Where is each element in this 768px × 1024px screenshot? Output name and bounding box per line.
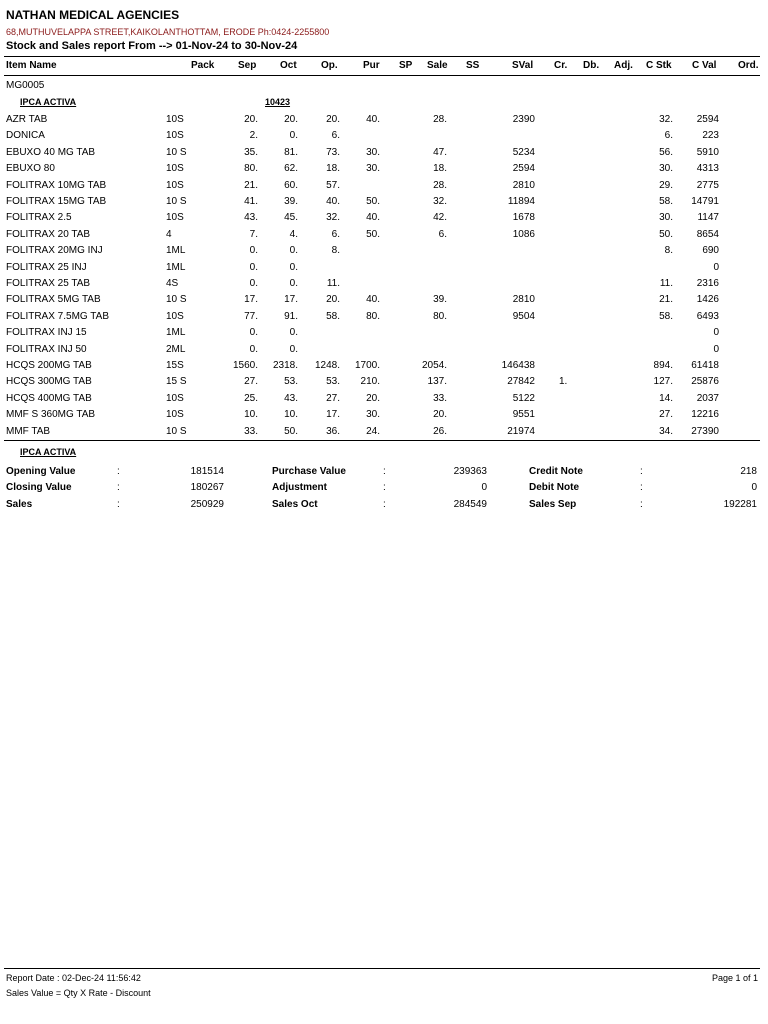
cell-sval: 11894 <box>507 196 535 207</box>
cell-cstk: 894. <box>653 360 673 371</box>
cell-cval: 2316 <box>696 278 719 289</box>
credit-note-label: Credit Note <box>529 466 583 477</box>
opening-value: 181514 <box>190 466 224 477</box>
colon: : <box>640 499 643 510</box>
table-row <box>0 196 768 210</box>
cell-cstk: 56. <box>659 146 673 158</box>
cell-op: 53. <box>326 376 340 388</box>
cell-sale: 39. <box>433 294 447 306</box>
table-row <box>0 360 768 374</box>
cell-pack: 4 <box>166 228 172 240</box>
cell-sale: 33. <box>433 392 447 404</box>
cell-oct: 53. <box>284 376 298 388</box>
sales-sep-value: 192281 <box>723 499 757 510</box>
opening-value-label: Opening Value <box>6 466 76 477</box>
cell-pack: 10 S <box>166 146 187 158</box>
cell-oct: 10. <box>284 409 298 421</box>
cell-sep: 35. <box>244 146 258 158</box>
table-row <box>0 212 768 226</box>
cell-cval: 2775 <box>696 179 719 191</box>
cell-op: 57. <box>326 179 340 191</box>
cell-sale: 2054. <box>421 360 447 371</box>
cell-pur: 30. <box>366 409 380 421</box>
cell-sep: 0. <box>249 245 258 257</box>
cell-name: HCQS 200MG TAB <box>6 360 92 371</box>
sales-value: 250929 <box>190 499 224 510</box>
cell-pack: 10S <box>166 114 184 125</box>
cell-cval: 8654 <box>696 228 719 240</box>
cell-sale: 32. <box>433 196 447 207</box>
cell-cval: 0 <box>713 343 719 355</box>
cell-oct: 91. <box>284 310 298 322</box>
table-row <box>0 147 768 161</box>
report-date: Report Date : 02-Dec-24 11:56:42 <box>6 973 141 983</box>
cell-sep: 7. <box>249 228 258 240</box>
group-name: IPCA ACTIVA <box>20 97 77 107</box>
cell-name: FOLITRAX 25 INJ <box>6 261 87 273</box>
table-row <box>0 163 768 177</box>
company-name: NATHAN MEDICAL AGENCIES <box>6 8 180 22</box>
cell-sale: 18. <box>433 163 447 175</box>
cell-oct: 2318. <box>272 360 298 371</box>
cell-pur: 1700. <box>354 360 380 371</box>
sales-sep-label: Sales Sep <box>529 499 577 510</box>
sales-label: Sales <box>6 499 33 510</box>
cell-cval: 2037 <box>696 392 719 404</box>
cell-pack: 10 S <box>166 196 187 207</box>
cell-oct: 45. <box>284 212 298 224</box>
cell-name: FOLITRAX INJ 15 <box>6 327 87 339</box>
table-row <box>0 229 768 243</box>
cell-sval: 146438 <box>501 360 535 371</box>
cell-pack: 10S <box>166 130 184 142</box>
group-code: MG0005 <box>6 80 45 91</box>
cell-cstk: 14. <box>659 392 673 404</box>
cell-sep: 0. <box>249 278 258 289</box>
col-sp: SP <box>399 60 413 71</box>
col-adj: Adj. <box>614 60 633 71</box>
cell-cstk: 32. <box>659 114 673 125</box>
sales-value-note: Sales Value = Qty X Rate - Discount <box>6 988 151 998</box>
cell-op: 27. <box>326 392 340 404</box>
cell-cval: 12216 <box>691 409 719 421</box>
cell-sep: 27. <box>244 376 258 388</box>
cell-name: FOLITRAX 10MG TAB <box>6 179 107 191</box>
cell-sep: 25. <box>244 392 258 404</box>
closing-value-label: Closing Value <box>6 482 72 493</box>
cell-op: 11. <box>326 278 340 289</box>
cell-pack: 10S <box>166 392 184 404</box>
colon: : <box>383 466 386 477</box>
cell-cr: 1. <box>559 376 568 388</box>
cell-name: FOLITRAX 15MG TAB <box>6 196 107 207</box>
cell-oct: 39. <box>284 196 298 207</box>
cell-pur: 40. <box>366 294 380 306</box>
cell-cstk: 11. <box>659 278 673 289</box>
cell-oct: 17. <box>284 294 298 306</box>
cell-cstk: 29. <box>659 179 673 191</box>
closing-value: 180267 <box>190 482 224 493</box>
col-cval: C Val <box>692 60 717 71</box>
cell-sval: 2810 <box>512 294 535 306</box>
table-row <box>0 262 768 276</box>
cell-sale: 80. <box>433 310 447 322</box>
cell-sval: 1678 <box>512 212 535 224</box>
table-row <box>0 114 768 128</box>
cell-cval: 1147 <box>697 212 719 224</box>
cell-oct: 81. <box>284 146 298 158</box>
cell-name: FOLITRAX 7.5MG TAB <box>6 310 109 322</box>
cell-pack: 10 S <box>166 425 187 437</box>
colon: : <box>640 482 643 493</box>
cell-name: EBUXO 40 MG TAB <box>6 146 96 158</box>
cell-name: FOLITRAX 20MG INJ <box>6 245 103 257</box>
cell-sval: 21974 <box>507 425 535 437</box>
cell-cval: 61418 <box>691 360 719 371</box>
cell-sep: 17. <box>244 294 258 306</box>
purchase-value-label: Purchase Value <box>272 466 346 477</box>
group-number: 10423 <box>265 97 291 107</box>
cell-cstk: 50. <box>659 228 673 240</box>
cell-cstk: 27. <box>659 409 673 421</box>
cell-cstk: 8. <box>664 245 673 257</box>
cell-cval: 1426 <box>696 294 719 306</box>
cell-sval: 2390 <box>512 114 535 125</box>
table-row <box>0 311 768 325</box>
cell-sep: 43. <box>244 212 258 224</box>
cell-cval: 25876 <box>691 376 719 388</box>
cell-op: 17. <box>326 409 340 421</box>
purchase-value: 239363 <box>453 466 487 477</box>
cell-sep: 20. <box>244 114 258 125</box>
cell-pur: 30. <box>366 163 380 175</box>
cell-op: 36. <box>326 425 340 437</box>
col-cstk: C Stk <box>646 60 672 71</box>
cell-name: FOLITRAX 25 TAB <box>6 278 91 289</box>
cell-sval: 1086 <box>512 228 535 240</box>
cell-op: 20. <box>326 114 340 125</box>
cell-sep: 0. <box>249 327 258 339</box>
cell-name: AZR TAB <box>6 114 48 125</box>
cell-cval: 14791 <box>691 196 719 207</box>
cell-cval: 6493 <box>696 310 719 322</box>
cell-oct: 50. <box>284 425 298 437</box>
col-item-name: Item Name <box>6 60 57 71</box>
cell-pur: 210. <box>360 376 380 388</box>
cell-sale: 42. <box>433 212 447 224</box>
cell-sep: 0. <box>249 343 258 355</box>
table-row <box>0 180 768 194</box>
colon: : <box>383 499 386 510</box>
cell-sale: 28. <box>433 179 447 191</box>
colon: : <box>117 482 120 493</box>
cell-oct: 4. <box>289 228 298 240</box>
cell-sep: 77. <box>244 310 258 322</box>
table-row <box>0 426 768 440</box>
cell-oct: 0. <box>289 343 298 355</box>
table-row <box>0 294 768 308</box>
cell-oct: 20. <box>284 114 298 125</box>
cell-sep: 0. <box>249 261 258 273</box>
cell-oct: 0. <box>289 245 298 257</box>
cell-pack: 15 S <box>166 376 187 388</box>
cell-sale: 6. <box>438 228 447 240</box>
table-row <box>0 376 768 390</box>
colon: : <box>383 482 386 493</box>
col-sale: Sale <box>427 60 448 71</box>
company-address: 68,MUTHUVELAPPA STREET,KAIKOLANTHOTTAM, ERODE Ph:0424-2255800 <box>6 27 330 37</box>
table-row <box>0 130 768 144</box>
cell-pack: 1ML <box>166 327 186 339</box>
cell-pack: 4S <box>166 278 179 289</box>
col-cr: Cr. <box>554 60 568 71</box>
cell-cstk: 58. <box>659 196 673 207</box>
adjustment-label: Adjustment <box>272 482 327 493</box>
report-title: Stock and Sales report From --> 01-Nov-24 to 30-Nov-24 <box>6 40 298 52</box>
cell-pur: 30. <box>366 146 380 158</box>
cell-oct: 60. <box>284 179 298 191</box>
table-row <box>0 327 768 341</box>
table-row <box>0 393 768 407</box>
cell-sval: 27842 <box>507 376 535 388</box>
cell-cval: 0 <box>713 327 719 339</box>
cell-cval: 27390 <box>691 425 719 437</box>
cell-pur: 40. <box>366 212 380 224</box>
cell-op: 6. <box>331 130 340 142</box>
cell-sep: 1560. <box>232 360 258 371</box>
cell-name: EBUXO 80 <box>6 163 55 175</box>
cell-pack: 10 S <box>166 294 187 306</box>
cell-cstk: 6. <box>664 130 673 142</box>
cell-op: 18. <box>326 163 340 175</box>
cell-op: 6. <box>331 228 340 240</box>
cell-pack: 2ML <box>166 343 186 355</box>
sales-oct-value: 284549 <box>453 499 487 510</box>
cell-pur: 24. <box>366 425 380 437</box>
cell-sep: 80. <box>244 163 258 175</box>
col-db: Db. <box>583 60 600 71</box>
cell-name: FOLITRAX 5MG TAB <box>6 294 101 306</box>
cell-cstk: 58. <box>659 310 673 322</box>
credit-note-value: 218 <box>740 466 757 477</box>
cell-sval: 9504 <box>512 310 535 322</box>
cell-pack: 1ML <box>166 261 186 273</box>
cell-op: 20. <box>326 294 340 306</box>
cell-sale: 20. <box>433 409 447 421</box>
cell-op: 32. <box>326 212 340 224</box>
cell-sep: 10. <box>244 409 258 421</box>
col-op: Op. <box>321 60 338 71</box>
col-pur: Pur <box>363 60 380 71</box>
cell-op: 1248. <box>314 360 340 371</box>
cell-op: 73. <box>326 146 340 158</box>
cell-oct: 62. <box>284 163 298 175</box>
cell-pack: 15S <box>166 360 184 371</box>
debit-note-value: 0 <box>751 482 757 493</box>
cell-sval: 9551 <box>512 409 535 421</box>
table-row <box>0 344 768 358</box>
adjustment-value: 0 <box>481 482 487 493</box>
cell-pur: 50. <box>366 228 380 240</box>
colon: : <box>117 499 120 510</box>
cell-oct: 0. <box>289 130 298 142</box>
cell-oct: 0. <box>289 261 298 273</box>
header-bottom-rule <box>4 75 760 76</box>
cell-name: HCQS 400MG TAB <box>6 392 92 404</box>
cell-name: DONICA <box>6 130 45 142</box>
debit-note-label: Debit Note <box>529 482 579 493</box>
col-ord: Ord. <box>738 60 759 71</box>
cell-sale: 28. <box>433 114 447 125</box>
cell-sval: 2810 <box>512 179 535 191</box>
cell-pack: 10S <box>166 212 184 224</box>
cell-cval: 4313 <box>696 163 719 175</box>
table-header <box>0 60 768 74</box>
cell-name: HCQS 300MG TAB <box>6 376 92 388</box>
cell-op: 58. <box>326 310 340 322</box>
summary-group-name: IPCA ACTIVA <box>20 447 77 457</box>
col-oct: Oct <box>280 60 297 71</box>
cell-oct: 43. <box>284 392 298 404</box>
cell-oct: 0. <box>289 327 298 339</box>
cell-sval: 5122 <box>512 392 535 404</box>
cell-pur: 40. <box>366 114 380 125</box>
cell-cstk: 30. <box>659 163 673 175</box>
cell-pur: 50. <box>366 196 380 207</box>
cell-cval: 2594 <box>696 114 719 125</box>
cell-sale: 47. <box>433 146 447 158</box>
cell-cval: 690 <box>702 245 719 257</box>
cell-op: 40. <box>326 196 340 207</box>
cell-pack: 1ML <box>166 245 186 257</box>
sales-oct-label: Sales Oct <box>272 499 318 510</box>
cell-sep: 41. <box>244 196 258 207</box>
cell-cstk: 34. <box>659 425 673 437</box>
cell-sale: 26. <box>433 425 447 437</box>
cell-op: 8. <box>331 245 340 257</box>
cell-pack: 10S <box>166 163 184 175</box>
col-ss: SS <box>466 60 480 71</box>
cell-name: FOLITRAX 2.5 <box>6 212 72 224</box>
cell-sale: 137. <box>427 376 447 388</box>
cell-sep: 21. <box>244 179 258 191</box>
col-sval: SVal <box>512 60 534 71</box>
cell-pack: 10S <box>166 409 184 421</box>
footer-rule <box>4 968 760 969</box>
cell-sval: 5234 <box>512 146 535 158</box>
cell-cstk: 21. <box>659 294 673 306</box>
header-top-rule <box>4 56 760 57</box>
cell-cval: 223 <box>702 130 719 142</box>
cell-pur: 20. <box>366 392 380 404</box>
colon: : <box>640 466 643 477</box>
cell-name: MMF S 360MG TAB <box>6 409 96 421</box>
cell-name: FOLITRAX 20 TAB <box>6 228 91 240</box>
colon: : <box>117 466 120 477</box>
cell-oct: 0. <box>289 278 298 289</box>
cell-sep: 33. <box>244 425 258 437</box>
table-row <box>0 278 768 292</box>
cell-sval: 2594 <box>512 163 535 175</box>
cell-cstk: 127. <box>653 376 673 388</box>
col-pack: Pack <box>191 60 215 71</box>
cell-sep: 2. <box>249 130 258 142</box>
table-row <box>0 409 768 423</box>
table-end-rule <box>4 440 760 441</box>
cell-cval: 5910 <box>696 146 719 158</box>
cell-cstk: 30. <box>659 212 673 224</box>
col-sep: Sep <box>238 60 257 71</box>
table-row <box>0 245 768 259</box>
cell-pack: 10S <box>166 179 184 191</box>
cell-pack: 10S <box>166 310 184 322</box>
page-number: Page 1 of 1 <box>711 973 758 983</box>
cell-cval: 0 <box>713 261 719 273</box>
cell-name: MMF TAB <box>6 425 51 437</box>
cell-name: FOLITRAX INJ 50 <box>6 343 87 355</box>
cell-pur: 80. <box>366 310 380 322</box>
